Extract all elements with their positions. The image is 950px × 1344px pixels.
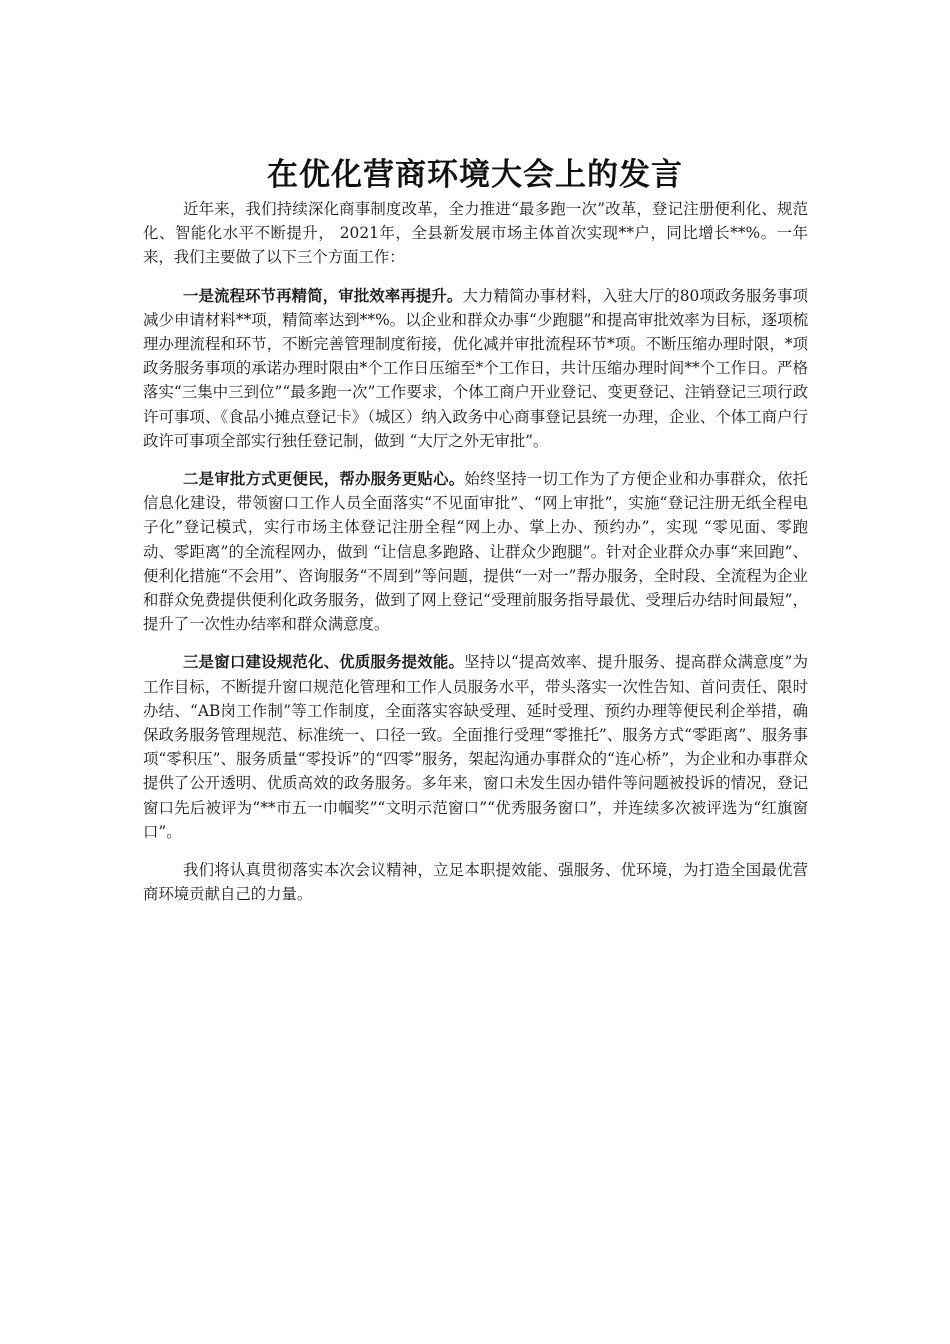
- section-lead-3: 三是窗口建设规范化、优质服务提效能。: [183, 653, 465, 672]
- section-paragraph-2: [143, 467, 808, 636]
- section-lead-1: 一是流程环节再精简，审批效率再提升。: [183, 286, 463, 305]
- section-text-1: 大力精简办事材料，入驻大厅的80项政务服务事项减少申请材料**项，精简率达到**%。以企业和群众办事“少跑腿”和提高审批效率为目标，逐项梳理办理流程和环节，不断完善管理制度衔接，优化减并审批流程环节*项。不断压缩办理时限，*项政务服务事项的承诺办理时限由*个工作日压缩至*个工作日，共计压缩办理时间**个工作日。严格落实“三集中三到位”“最多跑一次”工作要求，个体工商户开业登记、变更登记、注销登记三项行政许可事项、《食品小摊点登记卡》（城区）纳入政务中心商事登记县统一办理，企业、个体工商户行政许可事项全部实行独任登记制，做到 “大厅之外无审批”。: [143, 286, 808, 450]
- section-text-2: 始终坚持一切工作为了方便企业和办事群众，依托信息化建设，带领窗口工作人员全面落实“不见面审批”、“网上审批”，实施“登记注册无纸全程电子化”登记模式，实行市场主体登记注册全程“网上办、掌上办、预约办”，实现 “零见面、零跑动、零距离”的全流程网办，做到 “让信息多跑路、让群众少跑腿”。针对企业群众办事“来回跑”、便利化措施“不会用”、咨询服务“不周到”等问题，提供“一对一”帮办服务，全时段、全流程为企业和群众免费提供便利化政务服务，做到了网上登记“受理前服务指导最优、受理后办结时间最短”，提升了一次性办结率和群众满意度。: [143, 470, 808, 634]
- document-title: 在优化营商环境大会上的发言: [267, 156, 683, 193]
- section-text-3: 坚持以“提高效率、提升服务、提高群众满意度”为工作目标，不断提升窗口规范化管理和工作人员服务水平，带头落实一次性告知、首问责任、限时办结、“AB岗工作制”等工作制度，全面落实容缺受理、延时受理、预约办理等便民利企举措，确保政务服务管理规范、标准统一、口径一致。全面推行受理“零推托”、服务方式“零距离”、服务事项“零积压”、服务质量“零投诉”的“四零”服务，架起沟通办事群众的“连心桥”，为企业和办事群众提供了公开透明、优质高效的政务服务。多年来，窗口未发生因办错件等问题被投诉的情况，登记窗口先后被评为“**市五一巾帼奖”“文明示范窗口”“优秀服务窗口”，并连续多次被评选为“红旗窗口”。: [143, 653, 808, 841]
- section-paragraph-1: [143, 284, 808, 453]
- intro-paragraph: 近年来，我们持续深化商事制度改革，全力推进“最多跑一次”改革，登记注册便利化、规范化、智能化水平不断提升， 2021年，全县新发展市场主体首次实现**户，同比增长**%。一年来，我们主要做了以下三个方面工作：: [143, 200, 808, 267]
- closing-paragraph: 我们将认真贯彻落实本次会议精神，立足本职提效能、强服务、优环境，为打造全国最优营商环境贡献自己的力量。: [143, 861, 808, 904]
- section-lead-2: 二是审批方式更便民，帮办服务更贴心。: [183, 470, 465, 489]
- document-body: [143, 197, 808, 920]
- section-paragraph-3: [143, 650, 808, 844]
